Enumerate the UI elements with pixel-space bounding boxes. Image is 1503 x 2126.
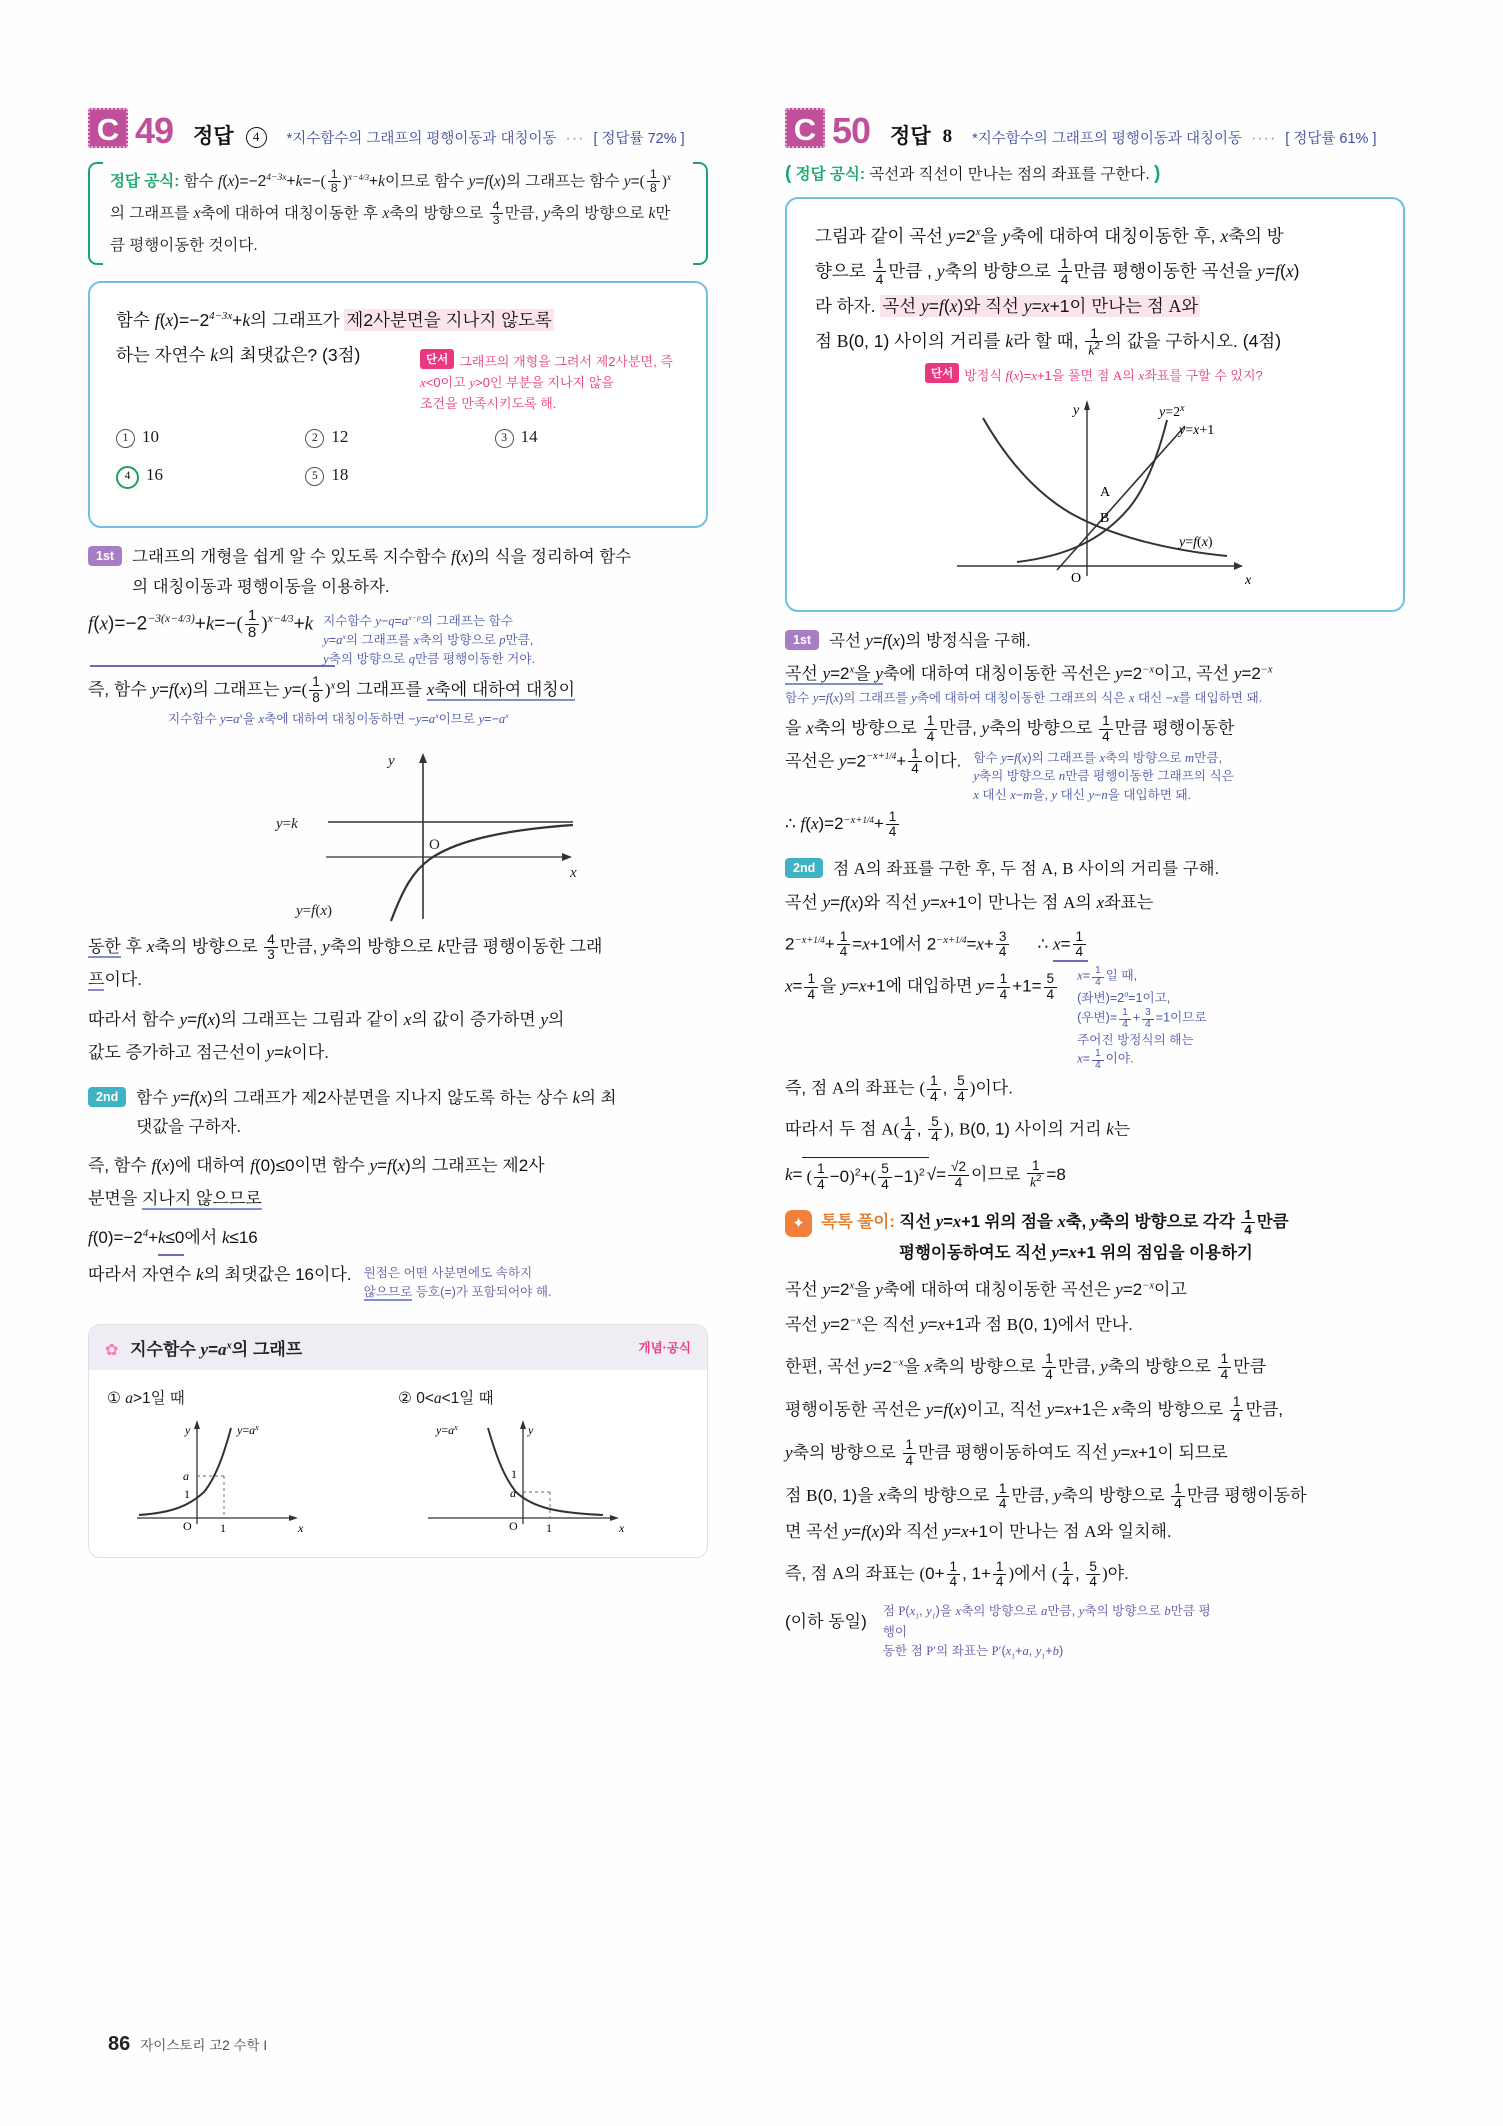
svg-text:y=ax: $y=a^x$ <box>436 1422 458 1437</box>
equation-underline <box>90 665 335 667</box>
equation-row-1 <box>88 608 708 669</box>
step-2nd-text: 함수 y=f(x)의 그래프가 제2사분면을 지나지 않도록 하는 상수 k의 최 댓값을 구하자. <box>136 1087 617 1137</box>
step-badge-2nd: 2nd <box>88 1087 126 1107</box>
s2-line-3: 따라서 두 점 A( $\frac{1}{4}$ , $\frac{5}{4}$ ), B(0, 1) 사이의 거리 k는 <box>785 1113 1131 1145</box>
after-graph-line-2: 따라서 함수 y=f(x)의 그래프는 그림과 같이 x의 값이 증가하면 y의 값도 증가하고 점근선이 y=k이다. <box>88 1009 565 1062</box>
svg-text:y=2x: $y=2^x$ <box>1159 403 1185 421</box>
tip-footer-row <box>785 1602 1405 1661</box>
paren-open-icon: ( <box>785 163 792 184</box>
svg-text:y=f(x): y=f(x) <box>1179 535 1213 551</box>
tip-line-6: 점 B(0, 1)을 x축의 방향으로 $\frac{1}{4}$ 만큼, y축의 방향으로 $\frac{1}{4}$ 만큼 평행이동하 <box>785 1480 1307 1512</box>
concept-case-1 <box>107 1386 398 1547</box>
svg-text:a: a <box>510 1485 516 1500</box>
problem-50-header <box>785 96 1405 151</box>
side-note-exp-translation: 지수함수 $y-q=a^{x-p}$의 그래프는 함수 $y=a^x$의 그래프를 x축의 방향으로 p만큼, y축의 방향으로 q만큼 평행이동한 거야. <box>323 613 535 667</box>
step-badge-1st: 1st <box>88 546 122 566</box>
step2-conclusion: 따라서 자연수 k의 최댓값은 16이다. <box>88 1264 352 1284</box>
topic-dots: ··· <box>565 130 585 147</box>
answer-label: 정답 <box>193 124 234 148</box>
s1-line-1: 곡선 $y=2^x$을 y축에 대하여 대칭이동한 곡선은 $y=2^{-x}$이고, 곡선 $y=2^{-x}$ <box>785 664 1273 684</box>
tip-line-1: 곡선 $y=2^x$을 y축에 대하여 대칭이동한 곡선은 $y=2^{-x}$이고 <box>785 1280 1187 1300</box>
svg-text:x: x <box>1245 573 1252 589</box>
tip-line-5: y축의 방향으로 $\frac{1}{4}$ 만큼 평행이동하여도 직선 y=x+1이 되므로 <box>785 1437 1228 1469</box>
choice-spacer <box>495 465 684 489</box>
s2-eq-1-result: ∴ x= $\frac{1}{4}$ <box>1037 930 1088 962</box>
hint-text: 그래프의 개형을 그려서 제2사분면, 즉 x<0이고 y>0인 부분을 지나지 않을 조건을 만족시키도록 해. <box>420 354 673 412</box>
concept-graph-a-lt-1 <box>398 1412 668 1542</box>
statement-part-1: 함수 $f(x)=-2^{4-3x}+k$의 그래프가 <box>116 310 345 331</box>
tip-footer-left: (이하 동일) <box>785 1612 867 1632</box>
problem-badge-icon: C <box>88 108 128 148</box>
concept-case-2 <box>398 1386 689 1547</box>
answer-value <box>246 125 267 148</box>
svg-text:x: x <box>298 1520 304 1535</box>
answer-value-50: 8 <box>942 126 953 147</box>
page-footer <box>108 2033 267 2056</box>
line-after-equation: 즉, 함수 y=f(x)의 그래프는 y=( $\frac{1}{8}$ )$^x$의 그래프를 x축에 대하여 대칭이 <box>88 674 576 706</box>
s2-line-2: 즉, 점 A의 좌표는 ( $\frac{1}{4}$ , $\frac{5}{4}$ )이다. <box>785 1073 1013 1104</box>
concept-header <box>89 1325 707 1370</box>
side-note-reflection: 지수함수 $y=a^x$을 x축에 대하여 대칭이동하면 $-y=a^x$이므로 $y=-a^x$ <box>168 711 509 727</box>
svg-text:O: O <box>1071 571 1082 587</box>
tip-block <box>785 1207 1405 1268</box>
svg-text:1: 1 <box>511 1466 517 1481</box>
choice-2[interactable]: 2 12 <box>305 427 494 448</box>
choice-5[interactable]: 5 18 <box>305 465 494 489</box>
correct-rate-50: [ 정답률 61% ] <box>1285 131 1377 147</box>
formula-body: 함수 $f(x)=-2^{4-3x}+k=-$( $\frac{1}{8}$ )$^{x-4/3}$+k이므로 함수 y=f(x)의 그래프는 함수 y=( $\frac{1}{8}$ )$^x$의 그래프를 x축에 대하여 대칭이동한 후 x축의 방향으로 $\frac{4}{3}$ 만큼, y축의 방향으로 k만큼 평행이동한 것이다. <box>110 167 672 254</box>
hint-badge: 단서 <box>420 349 454 369</box>
svg-text:O: O <box>183 1518 192 1533</box>
problem-topic: *지수함수의 그래프의 평행이동과 대칭이동 <box>286 131 557 148</box>
tip-line-8: 즉, 점 A의 좌표는 (0+ $\frac{1}{4}$ , 1+ $\frac{1}{4}$ )에서 ( $\frac{1}{4}$ , $\frac{5}{4}$ )야. <box>785 1558 1129 1590</box>
s1-line-2: 을 x축의 방향으로 $\frac{1}{4}$ 만큼, y축의 방향으로 $\frac{1}{4}$ 만큼 평행이동한 <box>785 713 1235 744</box>
s2-eq-1: $2^{-x+1/4}+$ $\frac{1}{4}$ =x+1에서 $2^{-x+1/4}=x+$ $\frac{3}{4}$ <box>785 930 1011 960</box>
graph-50 <box>815 390 1379 590</box>
step-1st-text: 그래프의 개형을 쉽게 알 수 있도록 지수함수 f(x)의 식을 정리하여 함수 의 대칭이동과 평행이동을 이용하자. <box>132 547 632 596</box>
svg-text:O: O <box>509 1518 518 1533</box>
problem-50-card <box>785 197 1405 612</box>
s2-note: x= $\frac{1}{4}$ 일 때, (좌변)$=2^0=1$이고, (우변)= $\frac{1}{4}$ + $\frac{3}{4}$ =1이므로 주어진 방정식의 해는 x= $\frac{1}{4}$ 이야. <box>1077 964 1207 1072</box>
concept-title: ✿ 지수함수 $y=a^x$의 그래프 <box>105 1339 303 1359</box>
svg-text:y: y <box>528 1422 534 1437</box>
step2-conclusion-row <box>88 1256 708 1302</box>
tip-line-7: 면 곡선 y=f(x)와 직선 y=x+1이 만나는 점 A와 일치해. <box>785 1522 1172 1542</box>
s1-note-2: 함수 y=f(x)의 그래프를 x축의 방향으로 m만큼, y축의 방향으로 n만큼 평행이동한 그래프의 식은 x 대신 x−m을, y 대신 y−n을 대입하면 돼. <box>973 750 1234 803</box>
concept-case-2-label: ② 0<a<1일 때 <box>398 1389 494 1407</box>
svg-text:y: y <box>185 1422 191 1437</box>
graph-49-svg <box>198 739 598 924</box>
left-column <box>88 96 708 1558</box>
hint-badge-50: 단서 <box>925 363 959 383</box>
problem-badge-icon-50: C <box>785 108 825 148</box>
after-graph-line-1: 동한 후 x축의 방향으로 $\frac{4}{3}$ 만큼, y축의 방향으로 k만큼 평행이동한 그래 프이다. <box>88 931 603 990</box>
concept-tag: 개념·공식 <box>638 1341 691 1356</box>
svg-text:x: x <box>570 865 577 882</box>
tip-line-4: 평행이동한 곡선은 y=f(x)이고, 직선 y=x+1은 x축의 방향으로 $\frac{1}{4}$ 만큼, <box>785 1394 1284 1425</box>
side-note-origin-quadrant: 원점은 어떤 사분면에도 속하지 않으므로 등호(=)가 포함되어야 해. <box>363 1265 552 1299</box>
choice-1[interactable]: 1 10 <box>116 427 305 448</box>
problem-50-statement: 그림과 같이 곡선 $y=2^x$을 y축에 대하여 대칭이동한 후, x축의 방 향으로 $\frac{1}{4}$ 만큼 , y축의 방향으로 $\frac{1}{4}$ 만큼 평행이동한 곡선을 y=f(x) 라 하자. 곡선 y=f(x)와 직선 y=x+1이 만나는 점 A와 점 B(0, 1) 사이의 거리를 k라 할 때, $\frac{1}{k^2}$ 의 값을 구하시오. (4점) <box>815 226 1300 359</box>
hint-block <box>420 349 690 414</box>
s1-conclusion: ∴ $f(x)=2^{-x+1/4}+$ $\frac{1}{4}$ <box>785 807 1405 840</box>
tip-footer-note: 점 $P(x_1$, $y_1$)을 x축의 방향으로 a만큼, y축의 방향으로 b만큼 평행이 동한 점 P′의 좌표는 $P'(x_1+a$, $y_1+b$) <box>882 1604 1211 1661</box>
s2-eq-2: x= $\frac{1}{4}$ 을 y=x+1에 대입하면 y= $\frac{1}{4}$ +1= $\frac{5}{4}$ <box>785 972 1059 1002</box>
problem-49-card <box>88 281 708 528</box>
svg-text:y=f(x): y=f(x) <box>296 903 332 920</box>
svg-text:y=ax: $y=a^x$ <box>237 1422 259 1437</box>
svg-text:y: y <box>388 753 395 770</box>
svg-text:1: 1 <box>184 1486 190 1501</box>
step-2nd-block-50 <box>785 854 1405 884</box>
svg-text:B: B <box>1100 511 1110 527</box>
s1-line-3-row <box>785 745 1405 806</box>
answer-choices <box>116 427 684 506</box>
correct-rate: [ 정답률 72% ] <box>593 131 685 147</box>
step-1st-block-50 <box>785 626 1405 656</box>
hint-block-50 <box>815 363 1379 386</box>
answer-label-50: 정답 <box>890 124 931 148</box>
svg-text:y=k: y=k <box>276 816 298 833</box>
paren-close-icon: ) <box>1154 163 1161 184</box>
step-badge-2nd-50: 2nd <box>785 858 823 878</box>
flower-icon: ✿ <box>105 1341 119 1359</box>
answer-formula-50 <box>785 162 1405 185</box>
statement-part-2: 하는 자연수 k의 최댓값은? (3점) <box>116 345 361 366</box>
statement-highlight: 제2사분면을 지나지 않도록 <box>346 310 552 331</box>
s2-eq-3: k= ( $\frac{1}{4}$ −0)$^2$+( $\frac{5}{4}$ −1)$^2$ √= $\frac{√2}{4}$ 이므로 $\frac{1}{k^2}$ =8 <box>785 1157 1066 1192</box>
svg-text:A: A <box>1100 485 1111 501</box>
problem-topic-50: *지수함수의 그래프의 평행이동과 대칭이동 <box>972 131 1242 148</box>
svg-text:y: y <box>1073 403 1080 419</box>
step-1st-block <box>88 542 708 602</box>
formula-key-label: 정답 공식: <box>110 173 180 190</box>
answer-circle-4: 4 <box>246 127 267 148</box>
svg-text:O: O <box>429 837 440 854</box>
concept-body <box>89 1370 707 1557</box>
concept-box <box>88 1324 708 1558</box>
step-2nd-block <box>88 1083 708 1143</box>
main-equation: $f(x)=-2^{-3(x-4/3)}+k=-$( $\frac{1}{8}$ )$^{x-4/3}$+k <box>88 607 314 642</box>
step-1st-text-50: 곡선 y=f(x)의 방정식을 구해. <box>829 631 1031 651</box>
s2-line-1: 곡선 y=f(x)와 직선 y=x+1이 만나는 점 A의 x좌표는 <box>785 892 1154 912</box>
svg-text:x: x <box>619 1520 625 1535</box>
hint-text-50: 방정식 f(x)=x+1을 풀면 점 A의 x좌표를 구할 수 있지? <box>964 368 1263 383</box>
svg-text:1: 1 <box>546 1520 552 1535</box>
tip-title: 톡톡 풀이: 직선 y=x+1 위의 점을 x축, y축의 방향으로 각각 $\frac{1}{4}$ 만큼 평행이동하여도 직선 y=x+1 위의 점임을 이용하기 <box>821 1206 1289 1262</box>
svg-text:a: a <box>183 1468 189 1483</box>
problem-49-header <box>88 96 708 151</box>
tip-label: 톡톡 풀이: <box>821 1212 895 1231</box>
svg-text:1: 1 <box>220 1520 226 1535</box>
page-number: 86 <box>108 2033 131 2055</box>
s2-eq-row-2 <box>785 966 1405 1072</box>
svg-text:y=x+1: y=x+1 <box>1179 423 1215 439</box>
concept-case-1-label: ① a>1일 때 <box>107 1389 185 1407</box>
step2-equation: $f(0)=-2^4+k\le 0$에서 k≤16 <box>88 1221 708 1256</box>
choice-3[interactable]: 3 14 <box>495 427 684 448</box>
formula-body-50: 곡선과 직선이 만나는 점의 좌표를 구한다. <box>869 166 1150 183</box>
topic-dots-50: ···· <box>1250 130 1277 147</box>
tip-star-icon: ✦ <box>785 1210 812 1237</box>
answer-formula-box <box>88 160 708 267</box>
book-title: 자이스토리 고2 수학 I <box>140 2038 268 2053</box>
problem-number: 49 <box>135 109 174 151</box>
step2-line-1: 즉, 함수 f(x)에 대하여 f(0)≤0이면 함수 y=f(x)의 그래프는 제2사 분면을 지나지 않으므로 <box>88 1155 545 1208</box>
s1-note-1: 함수 y=f(x)의 그래프를 y축에 대하여 대칭이동한 그래프의 식은 x 대신 −x를 대입하면 돼. <box>785 691 1263 706</box>
right-column <box>785 96 1405 1662</box>
formula-key-label-50: 정답 공식: <box>795 166 866 183</box>
graph-49 <box>88 739 708 924</box>
step-badge-1st-50: 1st <box>785 630 819 650</box>
tip-line-2: 곡선 $y=2^{-x}$은 직선 y=x+1과 점 B(0, 1)에서 만나. <box>785 1314 1133 1334</box>
graph-50-svg <box>897 390 1297 590</box>
problem-number-50: 50 <box>832 109 871 151</box>
concept-graph-a-gt-1 <box>107 1412 377 1542</box>
step-2nd-text-50: 점 A의 좌표를 구한 후, 두 점 A, B 사이의 거리를 구해. <box>833 859 1220 879</box>
s1-line-3: 곡선은 $y=2^{-x+1/4}+$ $\frac{1}{4}$ 이다. <box>785 745 962 777</box>
choice-4[interactable]: 4 16 <box>116 465 305 489</box>
tip-line-3: 한편, 곡선 $y=2^{-x}$을 x축의 방향으로 $\frac{1}{4}$ 만큼, y축의 방향으로 $\frac{1}{4}$ 만큼 <box>785 1351 1267 1382</box>
s2-eq-row-1 <box>785 924 1405 962</box>
